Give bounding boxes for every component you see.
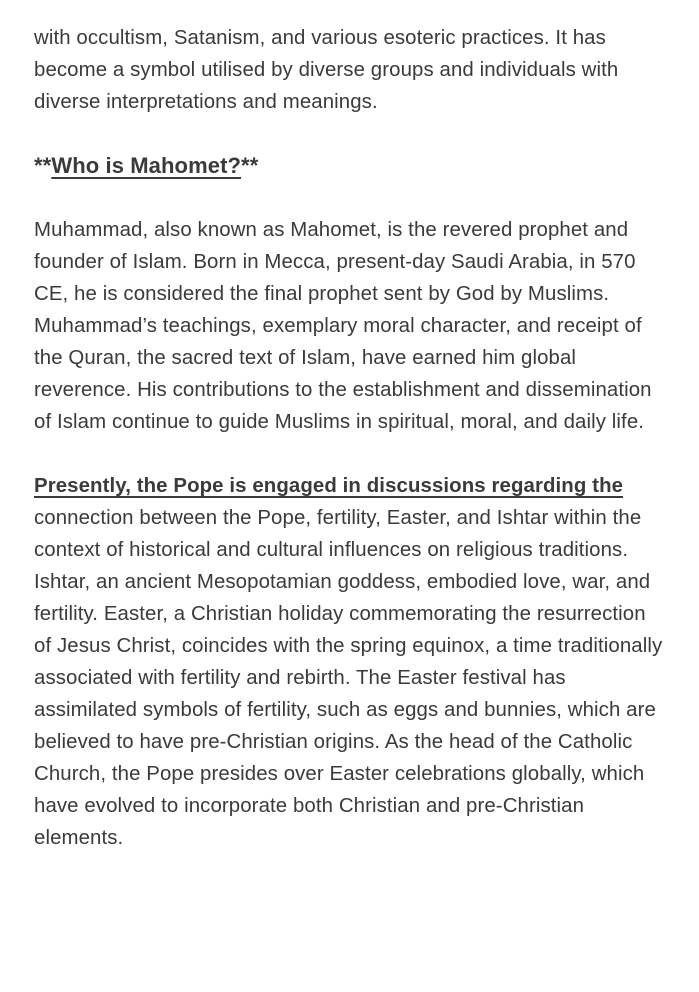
heading-title: Who is Mahomet?	[51, 153, 242, 178]
section-heading	[34, 150, 666, 182]
document-body	[34, 22, 666, 854]
heading-prefix: **	[34, 153, 52, 178]
pope-paragraph	[34, 470, 666, 854]
intro-paragraph: with occultism, Satanism, and various esoteric practices. It has become a symbol utilised by diverse groups and individuals with diverse interpretations and meanings.	[34, 27, 619, 113]
pope-lead-text: Presently, the Pope is engaged in discussions regarding the	[34, 475, 624, 497]
heading-suffix: **	[241, 153, 259, 178]
pope-body-text: connection between the Pope, fertility, Easter, and Ishtar within the context of historical and cultural influences on religious traditions. Ishtar, an ancient Mesopotamian goddess, embodied love, war, and fertility. Easter, a Christian holiday commemorating the resurrection of Jesus Christ, coincides with the spring equinox, a time traditionally associated with fertility and rebirth. The Easter festival has assimilated symbols of fertility, such as eggs and bunnies, which are believed to have pre-Christian origins. As the head of the Catholic Church, the Pope presides over Easter celebrations globally, which have evolved to incorporate both Christian and pre-Christian elements.	[34, 507, 663, 849]
mahomet-paragraph: Muhammad, also known as Mahomet, is the revered prophet and founder of Islam. Born in Mecca, present-day Saudi Arabia, in 570 CE, he is considered the final prophet sent by God by Muslims. Muhammad’s teachings, exemplary moral character, and receipt of the Quran, the sacred text of Islam, have earned him global reverence. His contributions to the establishment and dissemination of Islam continue to guide Muslims in spiritual, moral, and daily life.	[34, 219, 652, 433]
